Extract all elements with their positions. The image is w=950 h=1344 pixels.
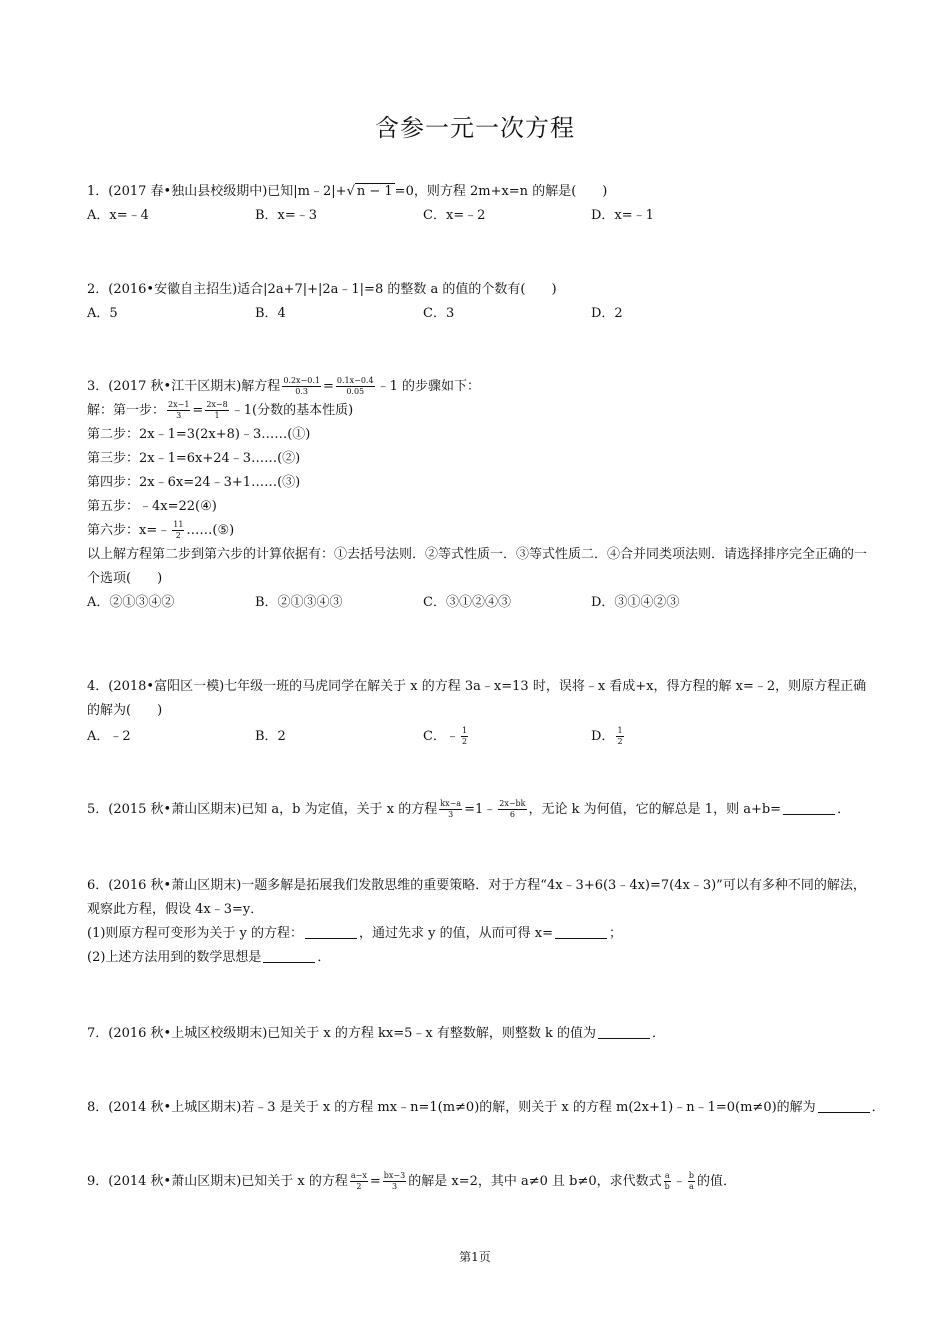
question-7-stem: 7．(2016 秋•上城区校级期末)已知关于 x 的方程 kx=5﹣x 有整数解，则整数 k 的值为 ． — [87, 1026, 666, 1041]
question-3-stem: 3．(2017 秋•江干区期末)解方程 $\frac{0.2x-0.1}{0.3}$ = $\frac{0.1x-0.4}{0.05}$ ﹣1 的步骤如下： — [87, 376, 480, 396]
fraction: $\frac{1}{2}$ — [461, 726, 468, 746]
question-5 — [87, 798, 867, 822]
fraction: $\frac{2x-1}{3}$ — [168, 400, 190, 420]
fraction: $\frac{1}{2}$ — [617, 726, 623, 746]
option-a: A．②①③④② — [87, 595, 175, 610]
option-c: C．﹣ $\frac{1}{2}$ — [423, 726, 468, 746]
question-1-options — [87, 204, 867, 228]
page-footer: 第1页 — [459, 1250, 491, 1264]
sqrt-symbol: √ — [346, 184, 355, 199]
question-3 — [87, 375, 867, 615]
question-9-stem: 9．(2014 秋•萧山区期末)已知关于 x 的方程 $\frac{a-x}{2}$ = $\frac{bx-3}{3}$ 的解是 x=2，其中 a≠0 且 b≠0，求代数式 $\frac{a}{b}$ ﹣ $\frac{b}{a}$ 的值． — [87, 1171, 736, 1191]
question-8 — [87, 1096, 885, 1120]
question-4-options — [87, 725, 867, 749]
question-3-options — [87, 591, 867, 615]
option-d: D．x=﹣1 — [591, 208, 654, 223]
option-d: D．③①④②③ — [591, 595, 680, 610]
option-b: B．4 — [255, 306, 286, 321]
option-b: B．2 — [255, 729, 286, 744]
question-6 — [87, 874, 867, 970]
question-1-stem: 1．(2017 春•独山县校级期中)已知|m﹣2|+√ n − 1 =0，则方程 2m+x=n 的解是( ) — [87, 184, 608, 199]
fraction: $\frac{11}{2}$ — [173, 520, 184, 540]
option-b: B．②①③④③ — [255, 595, 343, 610]
step-4: 第四步：2x﹣6x=24﹣3+1……(③) — [87, 475, 301, 490]
fraction: $\frac{a}{b}$ — [664, 1171, 670, 1191]
option-c: C．③①②④③ — [423, 595, 511, 610]
question-5-stem: 5．(2015 秋•萧山区期末)已知 a，b 为定值，关于 x 的方程 $\frac{kx-a}{3}$ =1﹣ $\frac{2x-bk}{6}$ ，无论 k 为何值，它的解总是 1，则 a+b= ． — [87, 799, 851, 819]
question-6-part-2: (2)上述方法用到的数学思想是 ． — [87, 950, 331, 965]
answer-blank — [263, 948, 315, 963]
question-9 — [87, 1170, 867, 1194]
fraction: $\frac{2x-bk}{6}$ — [499, 799, 526, 819]
option-c: C．3 — [423, 306, 455, 321]
answer-blank — [305, 924, 357, 939]
option-a: A．﹣2 — [87, 729, 131, 744]
fraction: $\frac{0.2x-0.1}{0.3}$ — [283, 376, 320, 396]
question-2-options — [87, 302, 867, 326]
fraction: $\frac{0.1x-0.4}{0.05}$ — [336, 376, 374, 396]
question-6-stem: 6．(2016 秋•萧山区期末)一题多解是拓展我们发散思维的重要策略．对于方程“4x﹣3+6(3﹣4x)=7(4x﹣3)”可以有多种不同的解法，观察此方程，假设 4x﹣3=y． — [87, 878, 866, 917]
option-d: D．2 — [591, 306, 623, 321]
step-5: 第五步：﹣4x=22(④) — [87, 499, 217, 514]
fraction: $\frac{2x-8}{1}$ — [206, 400, 228, 420]
option-a: A．x=﹣4 — [87, 208, 149, 223]
fraction: $\frac{kx-a}{3}$ — [440, 799, 462, 819]
step-1: 解：第一步： $\frac{2x-1}{3}$ = $\frac{2x-8}{1}$ ﹣1(分数的基本性质) — [87, 400, 354, 420]
question-7 — [87, 1022, 867, 1046]
answer-blank — [555, 924, 607, 939]
fraction: $\frac{bx-3}{3}$ — [383, 1171, 406, 1191]
question-2 — [87, 278, 867, 326]
step-3: 第三步：2x﹣1=6x+24﹣3……(②) — [87, 451, 301, 466]
fraction: $\frac{b}{a}$ — [688, 1171, 694, 1191]
question-4 — [87, 675, 867, 749]
page-title: 含参一元一次方程 — [375, 114, 575, 142]
option-a: A．5 — [87, 306, 118, 321]
option-b: B．x=﹣3 — [255, 208, 318, 223]
question-6-part-1: (1)则原方程可变形为关于 y 的方程： ，通过先求 y 的值，从而可得 x= ； — [87, 926, 623, 941]
sqrt-expression: n − 1 — [356, 184, 393, 199]
question-1 — [87, 180, 867, 228]
answer-blank — [783, 800, 835, 815]
option-c: C．x=﹣2 — [423, 208, 486, 223]
step-2: 第二步：2x﹣1=3(2x+8)﹣3……(①) — [87, 427, 311, 442]
answer-blank — [818, 1098, 870, 1113]
fraction: $\frac{a-x}{2}$ — [350, 1171, 367, 1191]
question-3-prompt: 以上解方程第二步到第六步的计算依据有：①去括号法则．②等式性质一．③等式性质二．④合并同类项法则．请选择排序完全正确的一个选项( ) — [87, 547, 868, 586]
question-8-stem: 8．(2014 秋•上城区期末)若﹣3 是关于 x 的方程 mx﹣n=1(m≠0)的解，则关于 x 的方程 m(2x+1)﹣n﹣1=0(m≠0)的解为 ． — [87, 1100, 885, 1115]
step-6: 第六步：x=﹣ $\frac{11}{2}$ ……(⑤) — [87, 520, 235, 540]
answer-blank — [598, 1024, 650, 1039]
option-d: D． $\frac{1}{2}$ — [591, 726, 623, 746]
question-2-stem: 2．(2016•安徽自主招生)适合|2a+7|+|2a﹣1|=8 的整数 a 的值的个数有( ) — [87, 282, 557, 297]
question-4-stem: 4．(2018•富阳区一模)七年级一班的马虎同学在解关于 x 的方程 3a﹣x=13 时，误将﹣x 看成+x，得方程的解 x=﹣2，则原方程正确的解为( ) — [87, 679, 867, 718]
